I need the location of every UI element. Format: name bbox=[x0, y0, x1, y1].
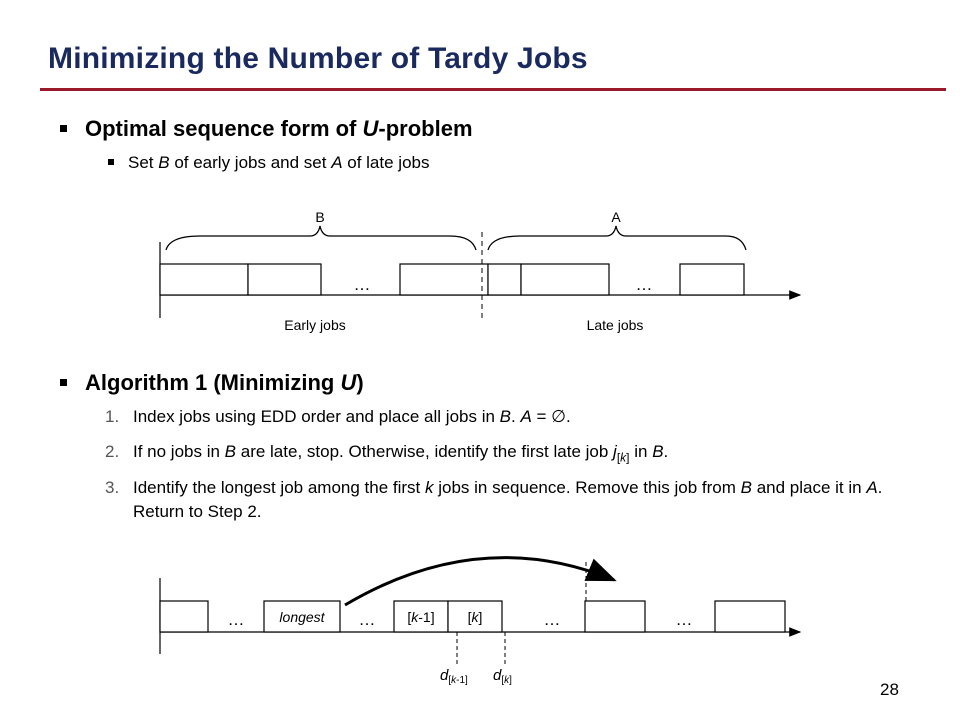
diagram-early-late-sets bbox=[160, 209, 800, 333]
diagram-algorithm-step bbox=[160, 558, 800, 686]
bullet2-text-pre: Algorithm 1 (Minimizing bbox=[85, 370, 341, 395]
bullet1-text-post: -problem bbox=[378, 116, 473, 141]
label-k: [k] bbox=[467, 609, 483, 625]
job-box bbox=[248, 264, 321, 295]
ellipsis: … bbox=[543, 610, 561, 629]
bullet1-var-u: U bbox=[362, 116, 379, 141]
label-d-k: $d_[k$] bbox=[493, 667, 512, 686]
sub-bullet-text: of late jobs bbox=[342, 153, 430, 172]
ellipsis: … bbox=[227, 610, 245, 629]
step-number: 3. bbox=[105, 478, 120, 497]
empty-set-symbol: ∅ bbox=[551, 407, 566, 426]
step-number: 1. bbox=[105, 407, 120, 426]
job-box bbox=[160, 264, 248, 295]
step-number: 2. bbox=[105, 442, 120, 461]
label-k-minus-1: [k-1] bbox=[407, 609, 435, 625]
move-longest-arrow bbox=[345, 558, 614, 605]
bullet1-text-pre: Optimal sequence form of bbox=[85, 116, 363, 141]
ellipsis: … bbox=[353, 275, 371, 294]
step-text: Index jobs using EDD order and place all jobs in B. A = ∅. bbox=[133, 407, 571, 426]
var-a: A bbox=[331, 153, 343, 172]
sub-bullet-text: of early jobs and set bbox=[169, 153, 332, 172]
step-text: If no jobs in B are late, stop. Otherwise, identify the first late job $j_{[k]}$ in B. bbox=[133, 442, 669, 465]
label-late-jobs: Late jobs bbox=[586, 317, 644, 333]
var-b: B bbox=[158, 153, 170, 172]
ellipsis: … bbox=[635, 275, 653, 294]
sub-bullet-text: Set bbox=[128, 153, 159, 172]
brace-set-b bbox=[166, 226, 476, 250]
ellipsis: … bbox=[675, 610, 693, 629]
job-box bbox=[488, 264, 521, 295]
bullet2-var-u: U bbox=[340, 370, 357, 395]
step-text: Identify the longest job among the first k jobs in sequence. Remove this job from B and place it in A. Return to Step 2. bbox=[133, 478, 883, 521]
page-number: 28 bbox=[880, 680, 899, 699]
label-early-jobs: Early jobs bbox=[284, 317, 346, 333]
label-set-a: A bbox=[611, 209, 621, 225]
job-box bbox=[680, 264, 744, 295]
label-set-b: B bbox=[315, 209, 325, 225]
brace-set-a bbox=[488, 226, 746, 250]
job-box bbox=[715, 601, 785, 632]
job-box bbox=[585, 601, 645, 632]
ellipsis: … bbox=[358, 610, 376, 629]
label-longest: longest bbox=[279, 609, 325, 625]
slide-title: Minimizing the Number of Tardy Jobs bbox=[48, 42, 588, 75]
job-box bbox=[521, 264, 609, 295]
job-box bbox=[400, 264, 488, 295]
bullet2-text-post: ) bbox=[356, 370, 364, 395]
label-d-k-minus-1: $d_[k-1$] bbox=[440, 667, 468, 686]
job-box bbox=[160, 601, 208, 632]
